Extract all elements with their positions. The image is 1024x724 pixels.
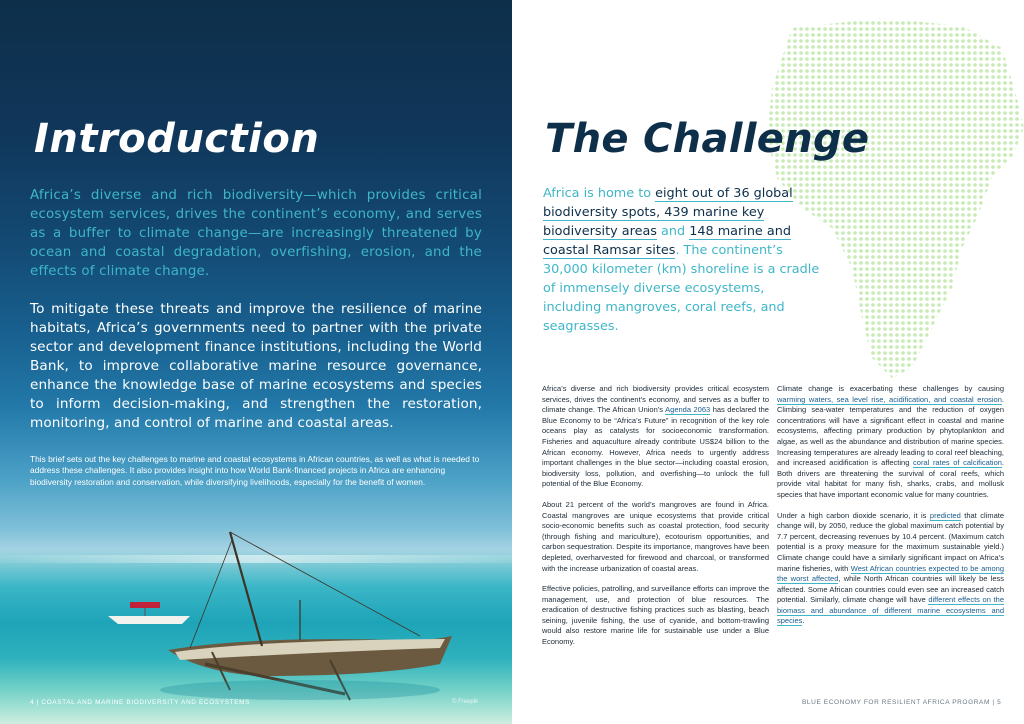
text: that climate change will, by 2050, reduce the global maximum catch potential by 7.7 percent, decreasing revenues by 10.4 percent. (Maximum catch potential is a proxy measure for the maximum sustainable yield.) Climate change could have a similarly significant impact on Africa’s marine fisheries, with — [777, 510, 1005, 573]
paragraph: Effective policies, patrolling, and surveillance efforts can improve the management, use, and protection of blue resources. The eradication of destructive fishing practices such as blasting, beach seining, juvenile fishing, the use of cyanide, and bottom-trawling would also restore marine life for sustainable use under a Blue Economy. — [542, 584, 769, 647]
challenge-title: The Challenge — [545, 116, 870, 162]
paragraph — [777, 511, 1004, 628]
intro-brief-paragraph: This brief sets out the key challenges to marine and coastal ecosystems in African countries, as well as what is needed to address these challenges. It also provides insight into how World Bank-financed projects in Africa are enhancing biodiversity restoration and conservation, while diversifying livelihoods, especially for the benefit of women. — [30, 454, 480, 487]
text: . Both drivers are threatening the survival of coral reefs, which provide vital habitat for many fish, sharks, crabs, and mollusk species that have important economic value for many countries. — [777, 458, 1005, 499]
photo-credit: © Freepik — [452, 699, 479, 705]
paragraph — [777, 384, 1004, 501]
text: Africa’s diverse and rich biodiversity provides critical ecosystem services, drives the continent’s economy, and serves as a buffer to climate change. The African Union’s — [542, 384, 769, 415]
calcification-link[interactable]: coral rates of calcification — [913, 458, 1002, 468]
challenge-lead-paragraph — [543, 184, 825, 336]
body-column-right — [777, 384, 1004, 637]
paragraph: About 21 percent of the world’s mangroves are found in Africa. Coastal mangroves are unique ecosystems that provide critical socio-economic benefits such as coastal protection, food security (through fishing and mariculture), ecotourism opportunities, and carbon sequestration. Despite its importance, mangroves have been depleted, overharvested for firewood and charcoal, or transformed with the increase urbanization of coastal areas. — [542, 499, 769, 573]
biomass-effects-link[interactable]: different effects on the biomass and abundance of different marine ecosystems and species — [777, 595, 1004, 626]
text: Climate change is exacerbating these challenges by causing — [777, 384, 1004, 393]
ramsar-sites-link[interactable]: 148 marine and coastal Ramsar sites — [543, 224, 791, 258]
warming-waters-link[interactable]: warming waters, sea level rise, acidification, and coastal erosion — [777, 394, 1002, 404]
page-footer-right: BLUE ECONOMY FOR RESILIENT AFRICA PROGRAM | 5 — [802, 699, 1002, 706]
text: Under a high carbon dioxide scenario, it is — [777, 510, 930, 520]
intro-body-paragraph: To mitigate these threats and improve the resilience of marine habitats, Africa’s governments need to partner with the private sector and development finance institutions, including the World Bank, to improve collaborative marine resource governance, enhance the knowledge base of marine ecosystems and species to inform decision-making, and strengthen the restoration, monitoring, and control of marine and coastal areas. — [30, 301, 482, 431]
predicted-link[interactable]: predicted — [929, 510, 961, 520]
lead-text: . The continent’s 30,000 kilometer (km) shoreline is a cradle of immensely diverse ecosystems, including mangroves, coral reefs, and seagrasses. — [543, 243, 820, 334]
biodiversity-spots-link[interactable]: eight out of 36 global biodiversity spots, 439 marine key biodiversity areas — [543, 186, 793, 239]
text: . Climbing sea-water temperatures and the reduction of oxygen concentrations will have a significant effect in coastal and marine ecosystems, affecting primary production by phytoplankton and algae, as well as the abundance and distribution of marine species. Increasing temperatures are already leading to coral reef bleaching, and increased acidification is affecting — [777, 394, 1004, 468]
text: has declared the Blue Economy to be “Africa’s Future” in recognition of the key role oceans play as catalysts for socioeconomic transformation. Fisheries and aquaculture already contribute US$24 billion to the African economy. However, Africa needs to urgently address important challenges in the blue sector—including coastal erosion, biodiversity loss, pollution, and overfishing—to unlock the full potential of the Blue Economy. — [542, 405, 769, 489]
agenda-2063-link[interactable]: Agenda 2063 — [665, 405, 711, 415]
intro-lead-paragraph: Africa’s diverse and rich biodiversity—which provides critical ecosystem services, drives the continent’s economy, and serves as a buffer to climate change—are increasingly threatened by ocean and coastal degradation, overfishing, erosion, and the effects of climate change. — [30, 188, 482, 279]
lead-text: Africa is home to — [543, 186, 656, 201]
lead-text: and — [656, 224, 690, 239]
text: . — [802, 616, 805, 626]
west-africa-link[interactable]: West African countries expected to be among the worst affected — [777, 563, 1005, 584]
paragraph — [542, 384, 769, 490]
right-page — [512, 0, 1024, 724]
page-footer-left: 4 | COASTAL AND MARINE BIODIVERSITY AND ECOSYSTEMS — [30, 699, 251, 706]
text: , while North African countries will likely be less affected. Some African countries could even see an increased catch potential. Similarly, climate change will have — [777, 574, 1005, 605]
body-column-left — [542, 384, 769, 658]
page-title: Introduction — [34, 116, 320, 162]
